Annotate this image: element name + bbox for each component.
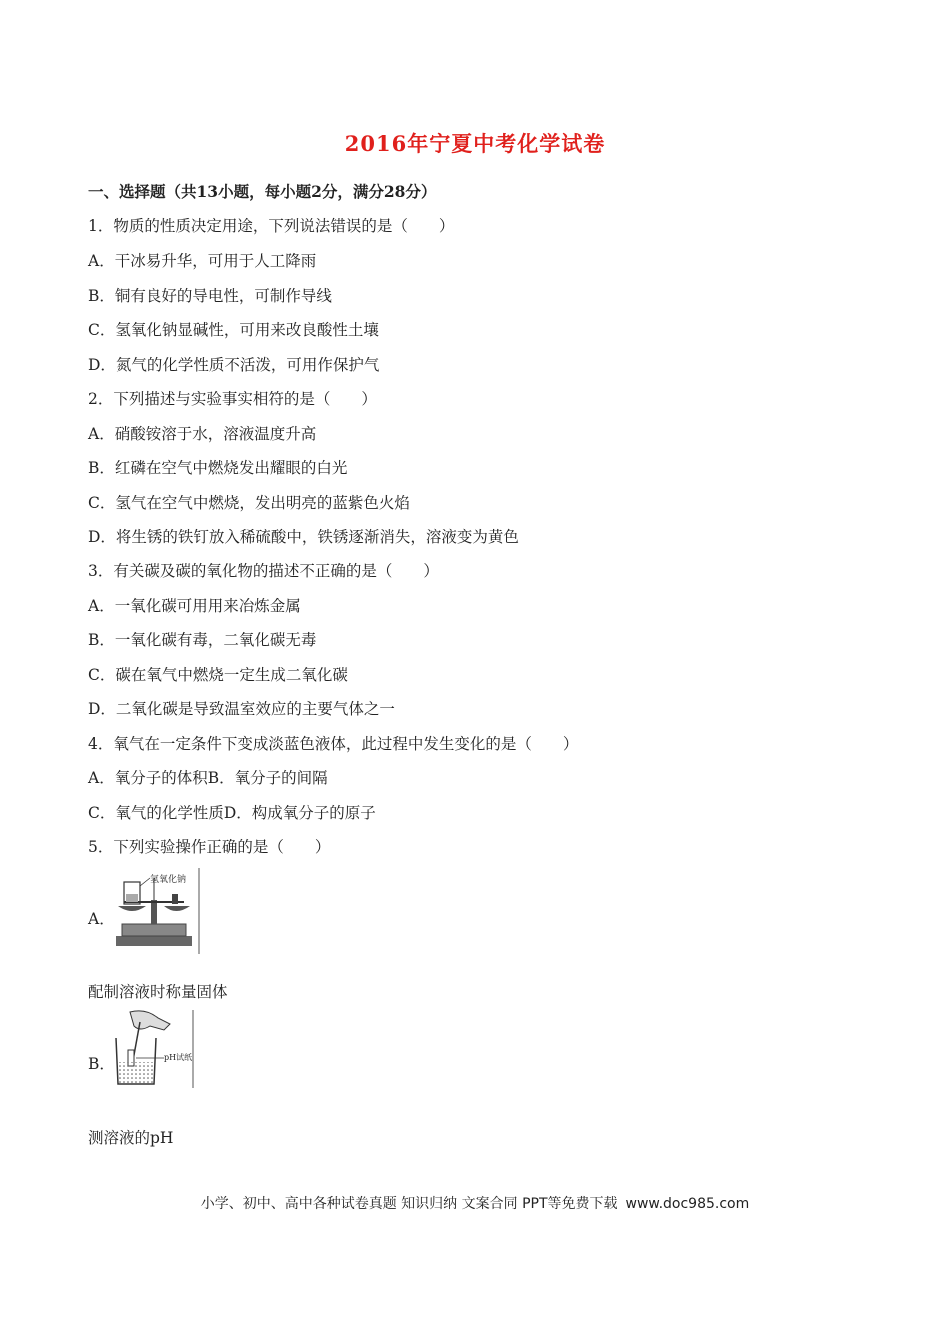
beaker-icon	[110, 1008, 196, 1090]
question-5: 5．下列实验操作正确的是（ ）	[88, 838, 331, 856]
q1-option-d: D．氮气的化学性质不活泼，可用作保护气	[88, 356, 380, 374]
q1-option-c: C．氢氧化钠显碱性，可用来改良酸性土壤	[88, 321, 379, 339]
q5-option-a-label: A．	[88, 910, 115, 928]
balance-figure	[112, 866, 202, 956]
section-heading: 一、选择题（共13小题，每小题2分，满分28分）	[88, 182, 437, 201]
footer-text: 小学、初中、高中各种试卷真题 知识归纳 文案合同 PPT等免费下载	[200, 1196, 618, 1212]
question-4: 4．氧气在一定条件下变成淡蓝色液体，此过程中发生变化的是（ ）	[88, 735, 579, 753]
ph-figure-label: pH试纸	[164, 1053, 193, 1062]
q5-option-b-caption: 测溶液的pH	[88, 1129, 174, 1147]
q4-options-cd: C．氧气的化学性质D．构成氧分子的原子	[88, 804, 376, 822]
page-title: 2016年宁夏中考化学试卷	[344, 131, 606, 156]
q3-option-c: C．碳在氧气中燃烧一定生成二氧化碳	[88, 666, 348, 684]
q2-option-c: C．氢气在空气中燃烧，发出明亮的蓝紫色火焰	[88, 494, 410, 512]
q5-option-b-label: B．	[88, 1055, 115, 1073]
q3-option-d: D．二氧化碳是导致温室效应的主要气体之一	[88, 700, 395, 718]
q5-option-a-caption: 配制溶液时称量固体	[88, 983, 228, 1001]
q1-option-b: B．铜有良好的导电性，可制作导线	[88, 287, 332, 305]
balance-figure-label: 氢氧化钠	[150, 875, 187, 885]
footer-site-link[interactable]: www.doc985.com	[625, 1196, 750, 1212]
q3-option-a: A．一氧化碳可用用来冶炼金属	[88, 597, 301, 615]
q1-option-a: A．干冰易升华，可用于人工降雨	[88, 252, 317, 270]
q4-options-ab: A．氧分子的体积B．氧分子的间隔	[88, 769, 328, 787]
question-2: 2．下列描述与实验事实相符的是（ ）	[88, 390, 377, 408]
footer	[0, 1193, 950, 1213]
q2-option-b: B．红磷在空气中燃烧发出耀眼的白光	[88, 459, 348, 477]
question-3: 3．有关碳及碳的氧化物的描述不正确的是（ ）	[88, 562, 439, 580]
q2-option-a: A．硝酸铵溶于水，溶液温度升高	[88, 425, 317, 443]
q3-option-b: B．一氧化碳有毒，二氧化碳无毒	[88, 631, 317, 649]
q2-option-d: D．将生锈的铁钉放入稀硫酸中，铁锈逐渐消失，溶液变为黄色	[88, 528, 519, 546]
ph-test-figure	[110, 1008, 196, 1090]
question-1: 1．物质的性质决定用途，下列说法错误的是（ ）	[88, 217, 455, 235]
